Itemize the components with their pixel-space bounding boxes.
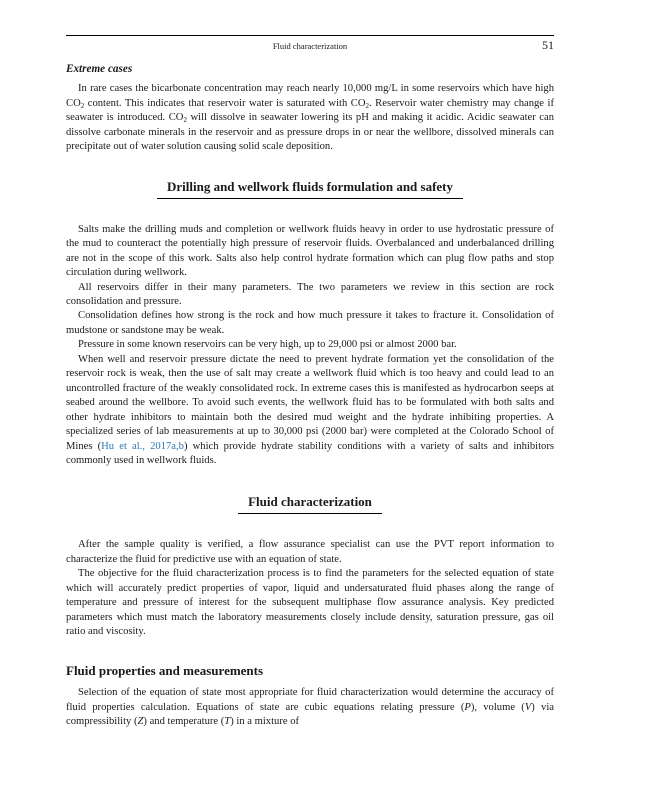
text-run: Selection of the equation of state most appropriate for fluid characterization would determine the accuracy of fluid properties calculation. Equations of state are cubic equations relating pressure (	[66, 687, 554, 713]
drilling-paragraph-3: Consolidation defines how strong is the rock and how much pressure it takes to fracture it. Consolidation of mudstone or sandstone may be weak.	[66, 310, 554, 336]
page-body	[66, 62, 554, 729]
fluid-properties-heading: Fluid properties and measurements	[66, 662, 264, 678]
subscript: 2	[183, 116, 187, 125]
drilling-paragraph-2: All reservoirs differ in their many parameters. The two parameters we review in this section are rock consolidation and pressure.	[66, 281, 554, 307]
text-run: ) via compressibility (	[66, 701, 555, 727]
drilling-paragraph-5	[66, 353, 554, 469]
running-title: Fluid characterization	[272, 41, 348, 51]
text-run: ) in a mixture of	[230, 715, 300, 727]
drilling-section-heading	[66, 179, 554, 199]
text-run: will dissolve in seawater lowering its pH and making it acidic. Acidic seawater can dissolve carbonate minerals in the reservoir and as pressure drops in or near the wellbore, dissolved minerals can precipitate out of water solution causing solid scale deposition.	[66, 112, 555, 153]
variable: P	[464, 701, 471, 713]
text-run: ) and temperature (	[143, 715, 225, 727]
text-run: ) which provide hydrate stability conditions with a variety of salts and inhibitors commonly used in wellwork fluids.	[66, 440, 554, 466]
drilling-paragraph-1: Salts make the drilling muds and completion or wellwork fluids heavy in order to use hydrostatic pressure of the mud to counteract the potentially high pressure of reservoir fluids. Overbalanced and underbalanced drilling are not in the scope of this work. Salts also help control hydrate formation which can plug flow paths and stop circulation during wellwork.	[66, 223, 554, 279]
fluid-properties-paragraph	[66, 686, 554, 729]
variable: Z	[137, 715, 144, 727]
fluid-characterization-heading-text: Fluid characterization	[238, 494, 382, 514]
text-run: In rare cases the bicarbonate concentration may reach nearly 10,000 mg/L in some reservoirs which have high CO	[66, 83, 554, 109]
text-run: content. This indicates that reservoir water is saturated with CO	[84, 97, 366, 109]
extreme-cases-paragraph	[66, 82, 554, 154]
citation-link[interactable]: Hu et al., 2017a,b	[101, 440, 184, 452]
variable: V	[524, 701, 532, 713]
variable: T	[224, 715, 231, 727]
subscript: 2	[365, 101, 369, 110]
text-run: When well and reservoir pressure dictate the need to prevent hydrate formation yet the consolidation of the reservoir rock is weak, then the use of salt may create a wellwork fluid which is too heavy and could lead to an uncontrolled fracture of the weakly consolidated rock. In extreme cases this is manifested as hydrocarbon seeps at seabed around the wellbore. To avoid such events, the wellwork fluid has to be formulated with both salts and other hydrate inhibitors to maintain both the desired mud weight and the hydrate inhibiting properties. A specialized series of lab measurements at up to 30,000 psi (2000 bar) were completed at the Colorado School of Mines (	[66, 353, 554, 452]
drilling-paragraph-4: Pressure in some known reservoirs can be very high, up to 29,000 psi or almost 2000 bar.	[78, 339, 457, 351]
fluid-characterization-heading	[66, 494, 554, 514]
fluid-characterization-paragraph-2: The objective for the fluid characterization process is to find the parameters for the selected equation of state which will accurately predict properties of vapor, liquid and undersaturated fluid phases along the range of temperature and pressure of interest for the subsequent multiphase flow assurance analysis. Key predicted parameters which must match the laboratory measurements closely include density, saturation pressure, gas oil ratio and viscosity.	[66, 568, 554, 638]
extreme-cases-heading: Extreme cases	[66, 63, 133, 75]
fluid-characterization-paragraph-1: After the sample quality is verified, a flow assurance specialist can use the PVT report information to characterize the fluid for predictive use with an equation of state.	[66, 539, 554, 565]
subscript: 2	[80, 101, 85, 110]
running-header	[66, 35, 554, 54]
text-run: ), volume (	[470, 701, 525, 713]
drilling-heading-text: Drilling and wellwork fluids formulation and safety	[157, 179, 463, 199]
text-run: . Reservoir water chemistry may change if seawater is introduced. CO	[66, 97, 554, 124]
page-number: 51	[542, 38, 554, 52]
